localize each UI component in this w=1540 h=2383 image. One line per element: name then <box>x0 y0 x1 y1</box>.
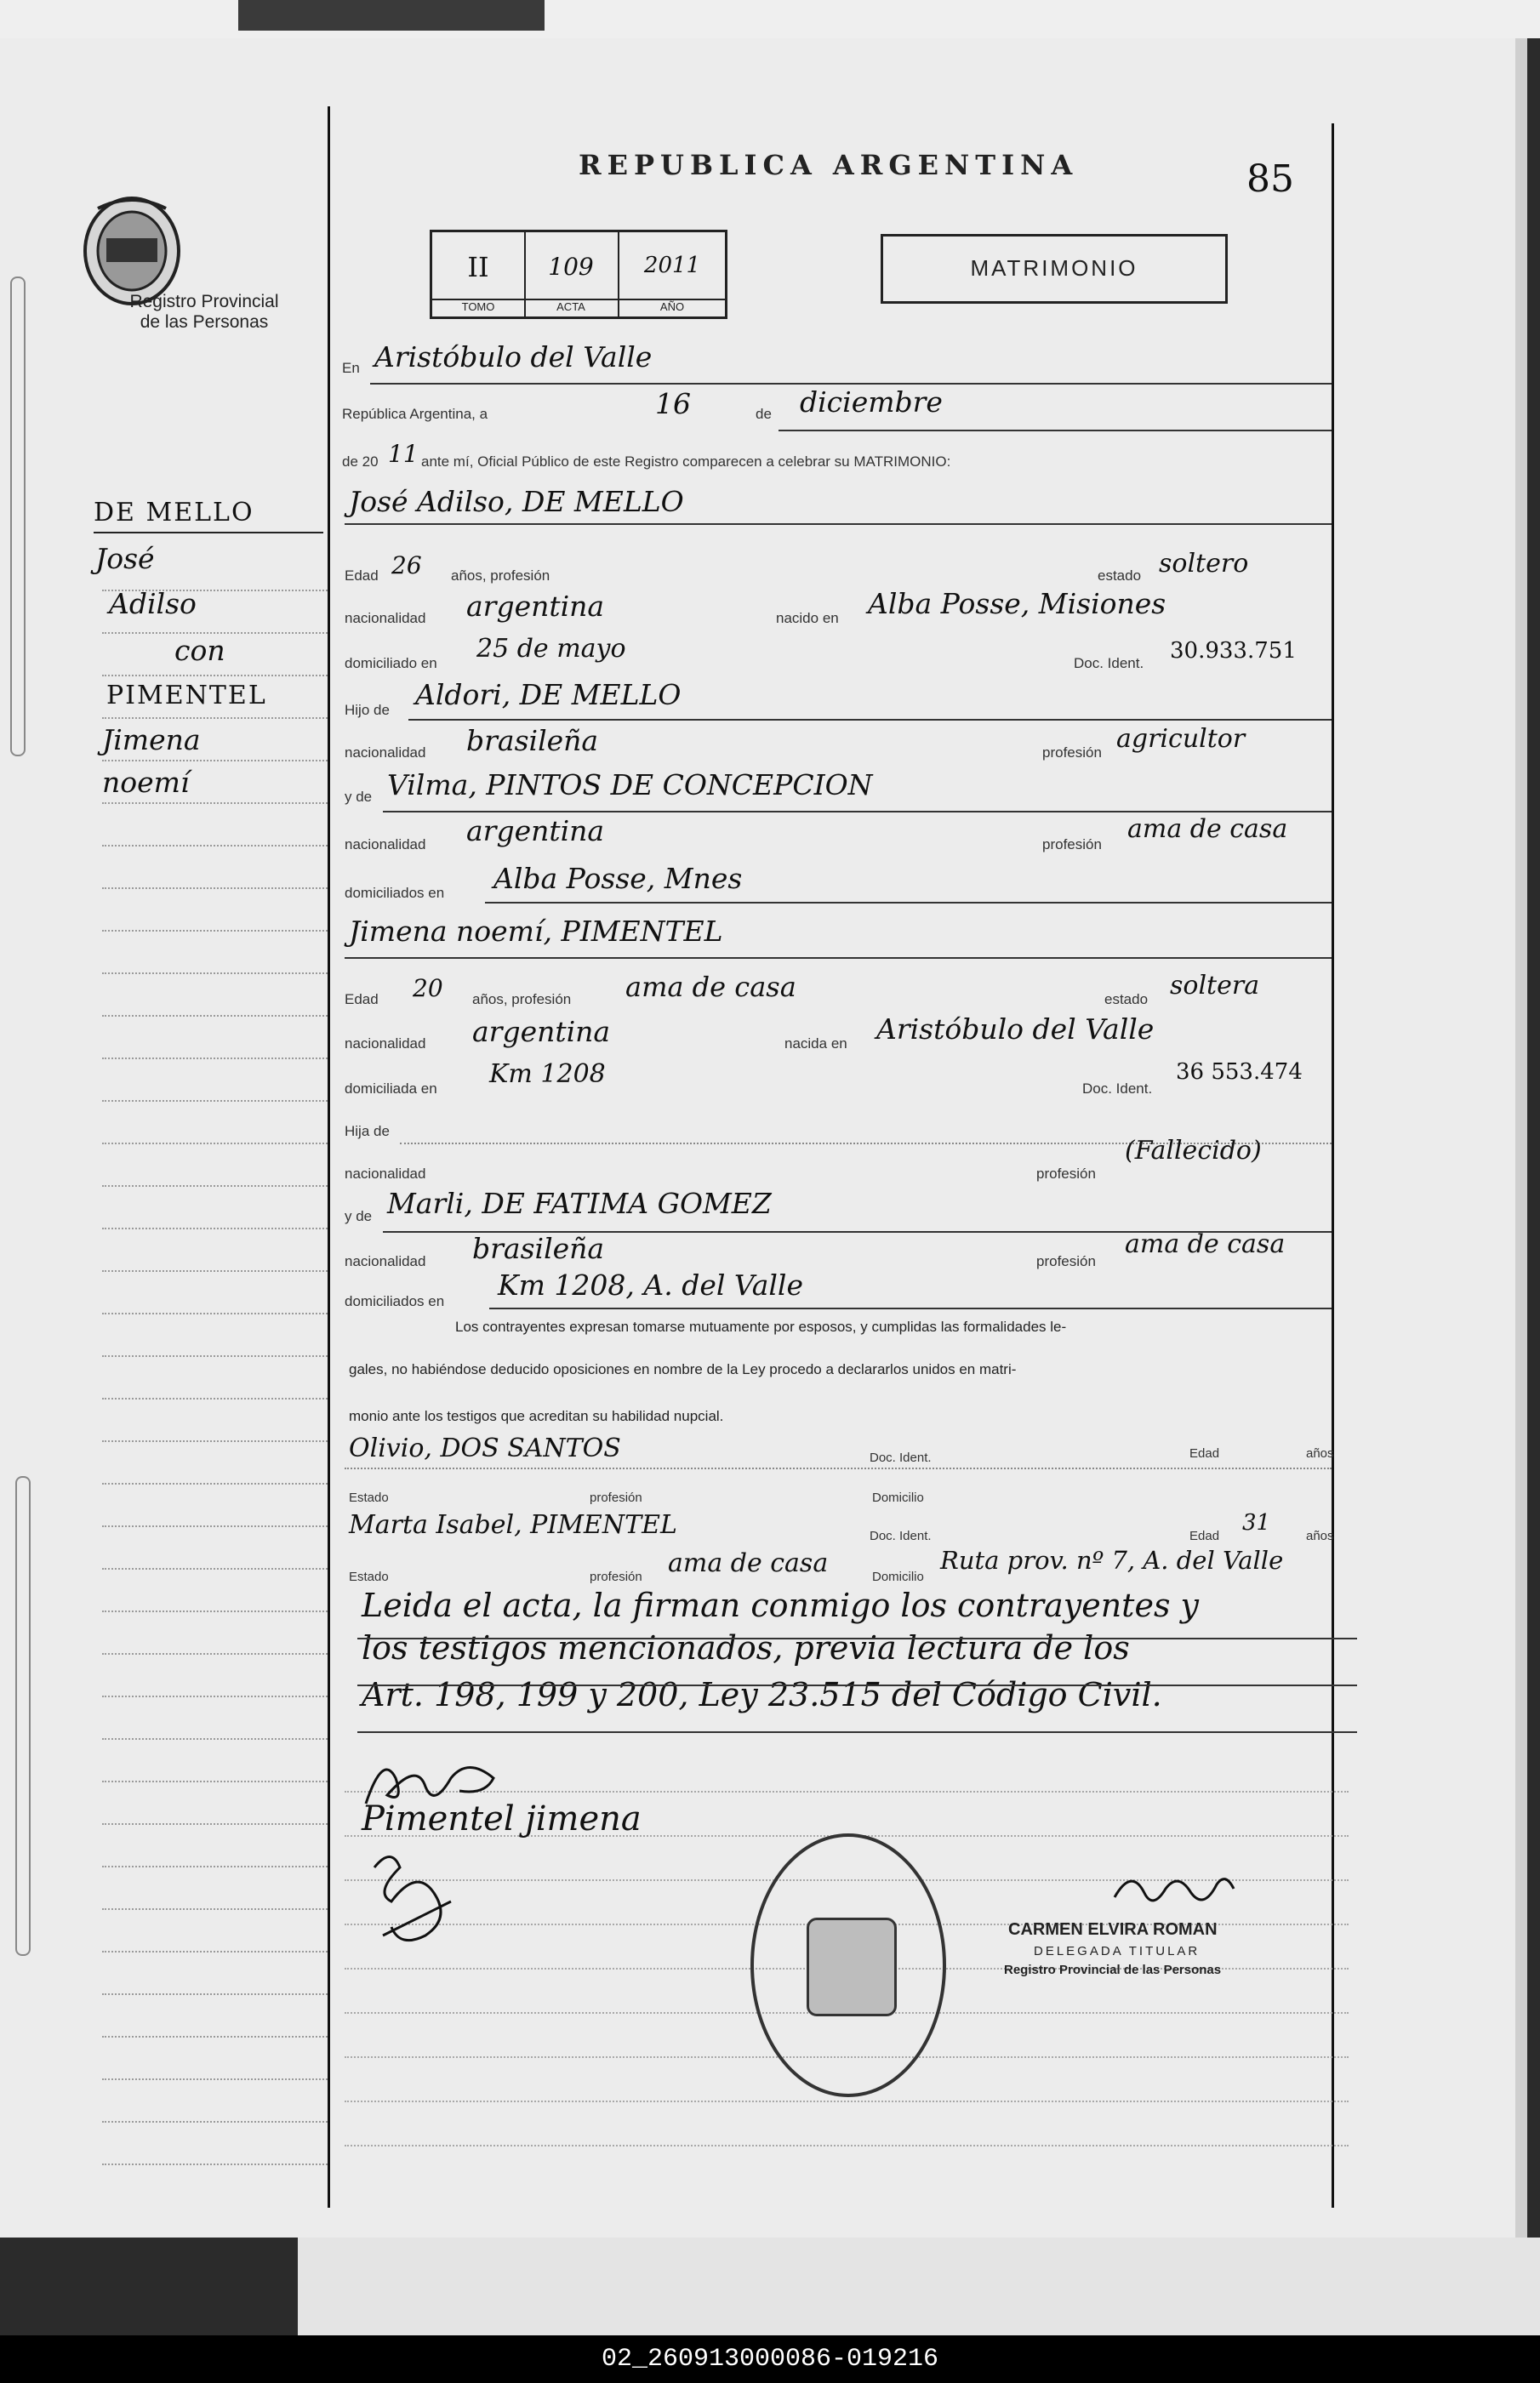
anio-value: 2011 <box>643 253 701 278</box>
hijo-label: Hijo de <box>345 702 390 718</box>
profesion-label: profesión <box>1036 1166 1096 1182</box>
edad-label: Edad <box>1189 1446 1220 1461</box>
margin-surname: PIMENTEL <box>106 681 267 710</box>
witness-signature-icon <box>357 1842 476 1961</box>
domiciliado-label: domiciliado en <box>345 655 437 671</box>
bride-nacionalidad: argentina <box>472 1015 611 1048</box>
declaration-line: Los contrayentes expresan tomarse mutuamente por esposos, y cumplidas las formalidades le- <box>455 1319 1067 1335</box>
nacionalidad-label: nacionalidad <box>345 1253 426 1269</box>
registry-name: Registro Provincial <box>129 292 279 311</box>
doc-label: Doc. Ident. <box>870 1451 932 1465</box>
doc-label: Doc. Ident. <box>1074 655 1144 671</box>
witness2-prof: ama de casa <box>668 1548 829 1578</box>
estado-label: Estado <box>349 1570 389 1584</box>
groom-doc: 30.933.751 <box>1170 638 1297 664</box>
margin-name: José <box>95 542 155 575</box>
nacionalidad-label: nacionalidad <box>345 610 426 626</box>
top-edge <box>0 0 1540 38</box>
nacido-label: nacido en <box>776 610 839 626</box>
anos-label: años, profesión <box>451 567 550 584</box>
margin-name: Adilso <box>109 587 197 620</box>
official-name: CARMEN ELVIRA ROMAN <box>1008 1920 1218 1939</box>
place: Aristóbulo del Valle <box>374 340 653 373</box>
scan-background <box>298 2238 1540 2335</box>
profesion-label: profesión <box>1042 836 1102 852</box>
day: 16 <box>655 387 691 420</box>
groom-estado: soltero <box>1159 549 1249 579</box>
groom-domicilio: 25 de mayo <box>476 634 626 664</box>
groom-father-prof: agricultor <box>1116 724 1246 754</box>
nacionalidad-label: nacionalidad <box>345 1035 426 1052</box>
profesion-label: profesión <box>590 1491 642 1505</box>
groom-name: José Adilso, DE MELLO <box>349 485 684 518</box>
closing-line: Leida el acta, la firman conmigo los contrayentes y <box>362 1587 1199 1624</box>
bride-signature: Pimentel jimena <box>362 1799 642 1839</box>
edad-label: Edad <box>345 567 379 584</box>
doc-label: Doc. Ident. <box>1082 1080 1153 1097</box>
page-number: 85 <box>1246 157 1294 201</box>
anio-label: AÑO <box>659 300 685 313</box>
tomo-value: II <box>467 251 489 283</box>
bride-father-prof: (Fallecido) <box>1125 1136 1262 1166</box>
closing-line: los testigos mencionados, previa lectura de los <box>362 1629 1130 1667</box>
official-stamp-icon <box>750 1833 946 2097</box>
binding-mark <box>15 1476 31 1956</box>
groom-nacionalidad: argentina <box>466 590 605 623</box>
statement: ante mí, Oficial Público de este Registro comparecen a celebrar su MATRIMONIO: <box>421 453 951 470</box>
domiciliados-label: domiciliados en <box>345 1293 445 1309</box>
groom-father-nac: brasileña <box>466 724 599 757</box>
en-label: En <box>342 360 360 376</box>
groom-mother: Vilma, PINTOS DE CONCEPCION <box>387 768 873 801</box>
official-signature-icon <box>1106 1863 1242 1923</box>
domicilio-label: Domicilio <box>872 1491 924 1505</box>
rep-label: República Argentina, a <box>342 406 488 422</box>
groom-father: Aldori, DE MELLO <box>415 678 682 711</box>
doc-type-box <box>881 234 1228 304</box>
official-org: Registro Provincial de las Personas <box>1004 1963 1222 1977</box>
bride-parents-dom: Km 1208, A. del Valle <box>498 1268 804 1302</box>
nacionalidad-label: nacionalidad <box>345 744 426 761</box>
margin-name: noemí <box>102 766 190 799</box>
profesion-label: profesión <box>590 1570 642 1584</box>
margin-divider <box>328 106 330 2208</box>
estado-label: estado <box>1098 567 1142 584</box>
groom-birthplace: Alba Posse, Misiones <box>868 587 1166 620</box>
yde-label: y de <box>345 1208 373 1224</box>
witness2-domicilio: Ruta prov. nº 7, A. del Valle <box>940 1546 1284 1575</box>
declaration-line: gales, no habiéndose deducido oposiciones en nombre de la Ley procedo a declararlos unidos en matri- <box>349 1361 1017 1377</box>
closing-line: Art. 198, 199 y 200, Ley 23.515 del Código Civil. <box>362 1676 1162 1713</box>
bride-profesion: ama de casa <box>625 971 796 1003</box>
de-label: de <box>756 406 772 422</box>
witness2-name: Marta Isabel, PIMENTEL <box>349 1510 677 1540</box>
profesion-label: profesión <box>1036 1253 1096 1269</box>
nacionalidad-label: nacionalidad <box>345 836 426 852</box>
acta-label: ACTA <box>556 300 585 313</box>
profesion-label: profesión <box>1042 744 1102 761</box>
bride-age: 20 <box>413 974 443 1002</box>
margin-con: con <box>174 634 225 667</box>
doc-type: MATRIMONIO <box>970 255 1138 281</box>
bride-mother: Marli, DE FATIMA GOMEZ <box>387 1187 772 1220</box>
official-title: DELEGADA TITULAR <box>1034 1944 1201 1958</box>
doc-label: Doc. Ident. <box>870 1529 932 1543</box>
witness1-name: Olivio, DOS SANTOS <box>349 1434 621 1463</box>
page-title: REPUBLICA ARGENTINA <box>579 149 1079 181</box>
margin-surname: DE MELLO <box>94 498 254 527</box>
image-id-footer: 02_260913000086-019216 <box>0 2335 1540 2383</box>
domicilio-label: Domicilio <box>872 1570 924 1584</box>
bride-doc: 36 553.474 <box>1176 1059 1303 1085</box>
bride-domicilio: Km 1208 <box>489 1059 606 1089</box>
record-box <box>430 230 727 319</box>
hija-label: Hija de <box>345 1123 390 1139</box>
groom-parents-dom: Alba Posse, Mnes <box>493 862 743 895</box>
yde-label: y de <box>345 789 373 805</box>
binding-mark <box>10 276 26 756</box>
year-prefix: de 20 <box>342 453 379 470</box>
groom-mother-prof: ama de casa <box>1127 814 1288 844</box>
groom-age: 26 <box>391 551 422 579</box>
domiciliada-label: domiciliada en <box>345 1080 437 1097</box>
tomo-label: TOMO <box>461 300 495 313</box>
registry-name-line2: de las Personas <box>140 312 269 332</box>
acta-value: 109 <box>548 253 594 281</box>
estado-label: Estado <box>349 1491 389 1505</box>
bride-name: Jimena noemí, PIMENTEL <box>349 915 723 948</box>
margin-name: Jimena <box>102 723 201 756</box>
nacida-label: nacida en <box>784 1035 847 1052</box>
nacionalidad-label: nacionalidad <box>345 1166 426 1182</box>
groom-mother-nac: argentina <box>466 814 605 847</box>
edad-label: Edad <box>345 991 379 1007</box>
edad-label: Edad <box>1189 1529 1220 1543</box>
year-suffix: 11 <box>388 440 419 468</box>
anos-label: años, profesión <box>472 991 572 1007</box>
month: diciembre <box>800 385 943 419</box>
bride-birthplace: Aristóbulo del Valle <box>876 1012 1155 1046</box>
document-page <box>0 38 1527 2238</box>
domiciliados-label: domiciliados en <box>345 885 445 901</box>
bride-estado: soltera <box>1170 971 1260 1001</box>
anos-label: años <box>1306 1446 1334 1461</box>
anos-label: años <box>1306 1529 1334 1543</box>
bride-mother-prof: ama de casa <box>1125 1229 1286 1259</box>
declaration-line: monio ante los testigos que acreditan su habilidad nupcial. <box>349 1408 724 1424</box>
estado-label: estado <box>1104 991 1149 1007</box>
witness2-age: 31 <box>1242 1510 1271 1536</box>
bride-mother-nac: brasileña <box>472 1232 605 1265</box>
